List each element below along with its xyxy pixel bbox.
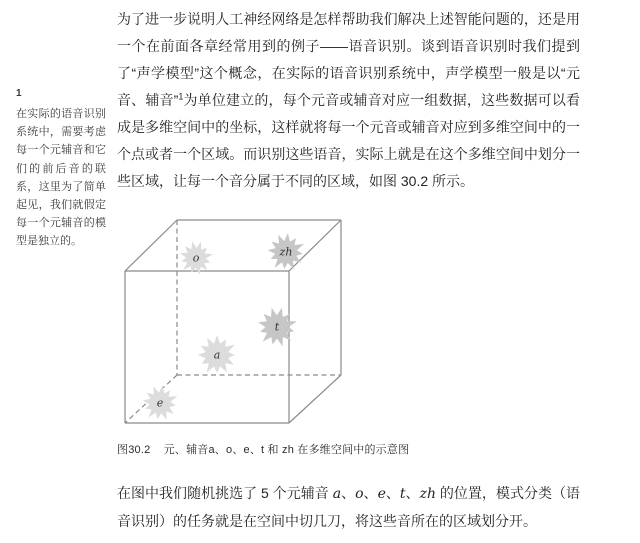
starburst-label-e: e xyxy=(156,396,164,410)
text-segment: 在图中我们随机挑选了 5 个元辅音 xyxy=(117,485,333,501)
starburst-label-a: a xyxy=(213,348,221,362)
starburst-label-zh: zh xyxy=(279,245,293,259)
text-segment: o xyxy=(355,486,364,502)
text-segment: zh xyxy=(419,486,436,502)
figure-caption-label: 图30.2 xyxy=(117,444,151,456)
footnote-reference: 1 xyxy=(178,91,184,102)
text-segment: 为了进一步说明人工神经网络是怎样帮助我们解决上述智能问题的，还是用一个在前面各章经常用到的例子——语音识别。谈到语音识别时我们提到了“声学模型”这个概念，在实际的语音识别系统中，声学模型一般是以“元音、辅音” xyxy=(117,11,580,108)
paragraph-2 xyxy=(117,480,580,535)
margin-footnote xyxy=(16,88,106,251)
footnote-text: 在实际的语音识别系统中，需要考虑每一个元辅音和它们的前后音的联系，这里为了简单起见，我们就假定每一个元辅音的模型是独立的。 xyxy=(16,108,106,248)
figure-caption-text: 元、辅音a、o、e、t 和 zh 在多维空间中的示意图 xyxy=(163,444,410,456)
main-text-column xyxy=(117,6,580,535)
text-segment: 、 xyxy=(385,485,400,501)
starburst-label-o: o xyxy=(192,251,200,265)
text-segment: 的位置，模式分类（语音识别）的任务就是在空间中切几刀，将这些音所在的区域划分开。 xyxy=(117,485,581,529)
footnote-marker: 1 xyxy=(16,88,22,99)
text-segment: 、 xyxy=(363,485,378,501)
starburst-label-t: t xyxy=(274,320,280,334)
figure-30-2 xyxy=(117,216,580,457)
text-segment: e xyxy=(377,486,386,502)
paragraph-1 xyxy=(117,6,580,195)
cube-edge xyxy=(125,220,177,271)
cube-edge xyxy=(289,375,341,423)
text-segment: 为单位建立的，每个元音或辅音对应一组数据，这些数据可以看成是多维空间中的坐标，这样就将每一个元音或辅音对应到多维空间中的一个点或者一个区域。而识别这些语音，实际上就是在这个多维空间中划分一些区域，让每一个音分属于不同的区域，如图 30.2 所示。 xyxy=(117,92,580,189)
text-segment: t xyxy=(399,486,406,502)
cube-diagram xyxy=(122,216,348,428)
figure-caption xyxy=(117,441,580,457)
text-segment: 、 xyxy=(341,485,356,501)
text-segment: a xyxy=(332,486,342,502)
text-segment: 、 xyxy=(405,485,420,501)
